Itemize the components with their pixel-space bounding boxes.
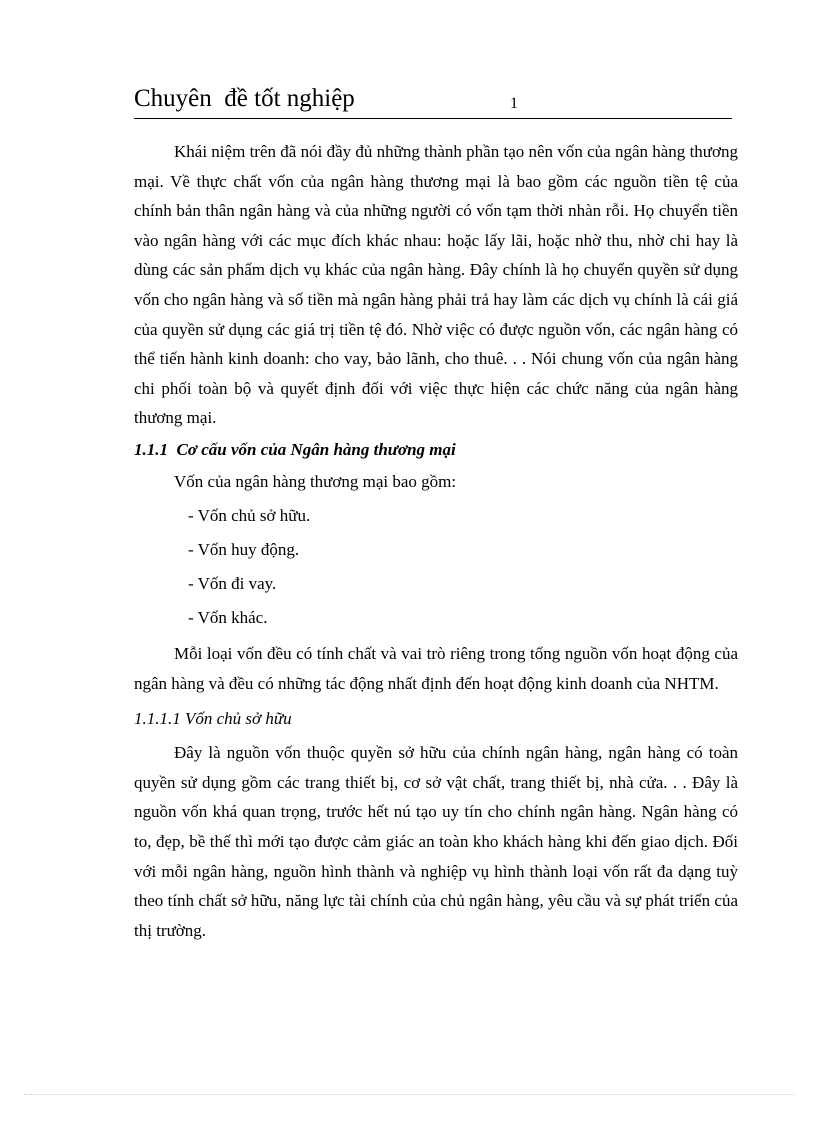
footer-divider: [24, 1094, 794, 1095]
page-number: 1: [510, 95, 518, 112]
list-item: - Vốn khác.: [188, 607, 268, 627]
section-heading: 1.1.1 Cơ cấu vốn của Ngân hàng thương mại: [134, 439, 456, 459]
intro-paragraph: Khái niệm trên đã nói đầy đủ những thành phần tạo nên vốn của ngân hàng thương mại. Về thực chất vốn của ngân hàng thương mại là bao gồm các nguồn tiền tệ của chính bản thân ngân hàng và của những người có vốn tạm thời nhàn rỗi. Họ chuyển tiền vào ngân hàng với các mục đích khác nhau: hoặc lấy lãi, hoặc nhờ thu, nhờ chi hay là dùng các sản phẩm dịch vụ khác của ngân hàng. Đây chính là họ chuyển quyền sử dụng vốn cho ngân hàng và số tiền mà ngân hàng phải trả hay làm các dịch vụ chính là cái giá của quyền sử dụng các giá trị tiền tệ đó. Nhờ việc có được nguồn vốn, các ngân hàng có thể tiến hành kinh doanh: cho vay, bảo lãnh, cho thuê. . . Nói chung vốn của ngân hàng chi phối toàn bộ và quyết định đối với việc thực hiện các chức năng của ngân hàng thương mại.: [134, 142, 738, 428]
capital-types-paragraph: Mỗi loại vốn đều có tính chất và vai trò riêng trong tổng nguồn vốn hoạt động của ngân hàng và đều có những tác động nhất định đến hoạt động kinh doanh của NHTM.: [134, 643, 738, 693]
subsection-heading: 1.1.1.1 Vốn chủ sở hữu: [134, 709, 292, 729]
owner-capital-paragraph: Đây là nguồn vốn thuộc quyền sở hữu của chính ngân hàng, ngân hàng có toàn quyền sử dụng gồm các trang thiết bị, cơ sở vật chất, trang thiết bị, nhà cửa. . . Đây là nguồn vốn khá quan trọng, trước hết nú tạo uy tín cho chính ngân hàng. Ngân hàng có to, đẹp, bề thế thì mới tạo được cảm giác an toàn kho khách hàng khi đến giao dịch. Đối với mỗi ngân hàng, nguồn hình thành và nghiệp vụ hình thành loại vốn rất đa dạng tuỳ theo tính chất sở hữu, năng lực tài chính của chủ ngân hàng, yêu cầu và sự phát triển của thị trường.: [134, 743, 738, 940]
list-item: - Vốn đi vay.: [188, 573, 277, 593]
page-content: [134, 137, 738, 945]
list-intro: Vốn của ngân hàng thương mại bao gồm:: [174, 471, 457, 491]
document-title: Chuyên đề tốt nghiệp: [134, 85, 355, 112]
list-item: - Vốn huy động.: [188, 539, 300, 559]
page-header: [134, 84, 732, 119]
list-item: - Vốn chủ sở hữu.: [188, 505, 311, 525]
